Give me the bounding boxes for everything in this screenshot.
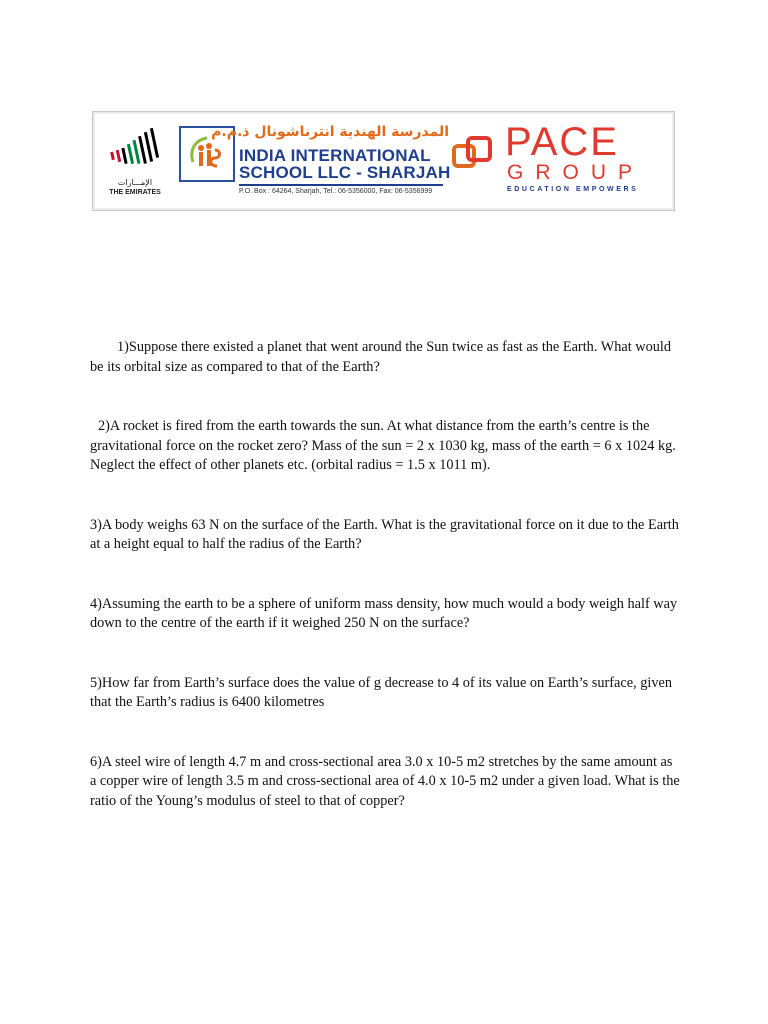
question-1: 1)Suppose there existed a planet that went around the Sun twice as fast as the Earth. What would be its orbital size as compared to that of the Earth? [90,339,671,375]
question-2: 2)A rocket is fired from the earth towards the sun. At what distance from the earth’s centre is the gravitational force on the rocket zero? Mass of the sun = 2 x 1030 kg, mass of the earth = 6 x 1024 kg. Neglect the effect of other planets etc. (orbital radius = 1.5 x 1011 m). [90,418,676,473]
school-name-underline [239,184,443,186]
emirates-stripes-icon [109,126,161,176]
group-wordmark: GROUP [507,161,645,184]
question-4: 4)Assuming the earth to be a sphere of uniform mass density, how much would a body weigh half way down to the centre of the earth if it weighed 250 N on the surface? [90,595,678,631]
pace-wordmark: PACE [505,120,619,164]
question-3: 3)A body weighs 63 N on the surface of the Earth. What is the gravitational force on it due to the Earth at a height equal to half the radius of the Earth? [90,516,679,552]
school-address: P.O. Box : 64264, Sharjah, Tel.: 06-5356000, Fax: 06-5356999 [239,188,433,195]
school-name-arabic: المدرسة الهندية انترناشونال ذ.م.م [211,124,449,140]
question-list [90,338,680,811]
emirates-caption-arabic: الإمـــارات [117,178,153,187]
emirates-caption-english: THE EMIRATES [109,189,161,196]
letterhead-banner [92,111,675,211]
the-emirates-logo [109,126,169,200]
pace-group-mark-icon [451,132,497,178]
question-6: 6)A steel wire of length 4.7 m and cross-sectional area 3.0 x 10-5 m2 stretches by the same amount as a copper wire of length 3.5 m and cross-sectional area of 4.0 x 10-5 m2 under a given load. What is the ratio of the Young’s modulus of steel to that of copper? [90,753,680,809]
school-name-line-2: SCHOOL LLC - SHARJAH [239,163,451,182]
pace-tagline: EDUCATION EMPOWERS [507,186,639,193]
question-5: 5)How far from Earth’s surface does the value of g decrease to 4 of its value on Earth’s surface, given that the Earth’s radius is 6400 kilometres [90,674,672,710]
school-name-line-1: INDIA INTERNATIONAL [239,146,431,165]
